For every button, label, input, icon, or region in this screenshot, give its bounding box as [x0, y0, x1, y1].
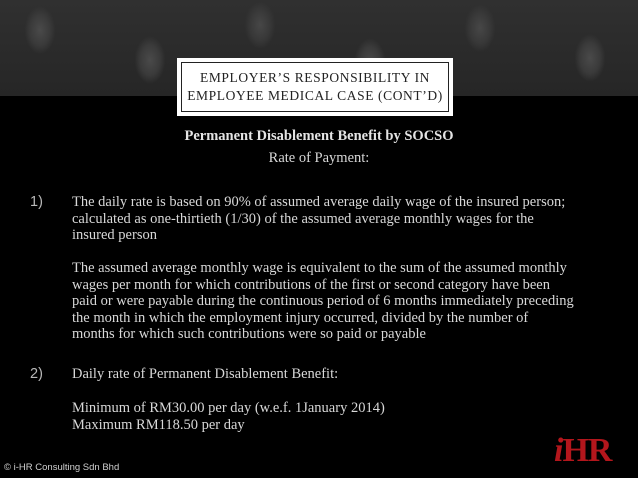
text-line: paid or were payable during the continuous period of 6 months immediately preceding — [72, 293, 574, 309]
section-subheading: Rate of Payment: — [268, 150, 370, 166]
text-line: months for which such contributions were so paid or payable — [72, 326, 426, 342]
text-line: Minimum of RM30.00 per day (w.e.f. 1January 2014) — [72, 400, 385, 416]
slide-title-line-1: EMPLOYER’S RESPONSIBILITY IN — [199, 70, 431, 85]
text-line: Maximum RM118.50 per day — [72, 416, 245, 433]
item-1-paragraph-1 — [72, 194, 622, 244]
text-line: The daily rate is based on 90% of assumed average daily wage of the insured person; — [72, 194, 566, 210]
list-number-1: 1) — [30, 194, 43, 210]
item-1-paragraph-2 — [72, 260, 622, 343]
text-line: Daily rate of Permanent Disablement Benefit: — [72, 366, 339, 382]
section-heading: Permanent Disablement Benefit by SOCSO — [184, 128, 454, 144]
item-2-paragraph-2 — [72, 400, 622, 433]
logo-hr: HR — [562, 432, 612, 469]
text-line: insured person — [72, 227, 157, 243]
list-number-2: 2) — [30, 366, 43, 382]
ihr-logo — [554, 432, 611, 470]
text-line: the month in which the employment injury occurred, divided by the number of — [72, 309, 529, 326]
logo-i: i — [554, 432, 563, 469]
text-line: calculated as one-thirtieth (1/30) of the assumed average monthly wages for the — [72, 210, 534, 227]
text-line: wages per month for which contributions of the first or second category have been — [72, 276, 550, 293]
item-2-paragraph-1 — [72, 366, 622, 383]
slide-title-line-2: EMPLOYEE MEDICAL CASE (CONT’D) — [187, 88, 443, 103]
copyright-text: © i-HR Consulting Sdn Bhd — [4, 462, 120, 473]
text-line: The assumed average monthly wage is equivalent to the sum of the assumed monthly — [72, 260, 567, 276]
